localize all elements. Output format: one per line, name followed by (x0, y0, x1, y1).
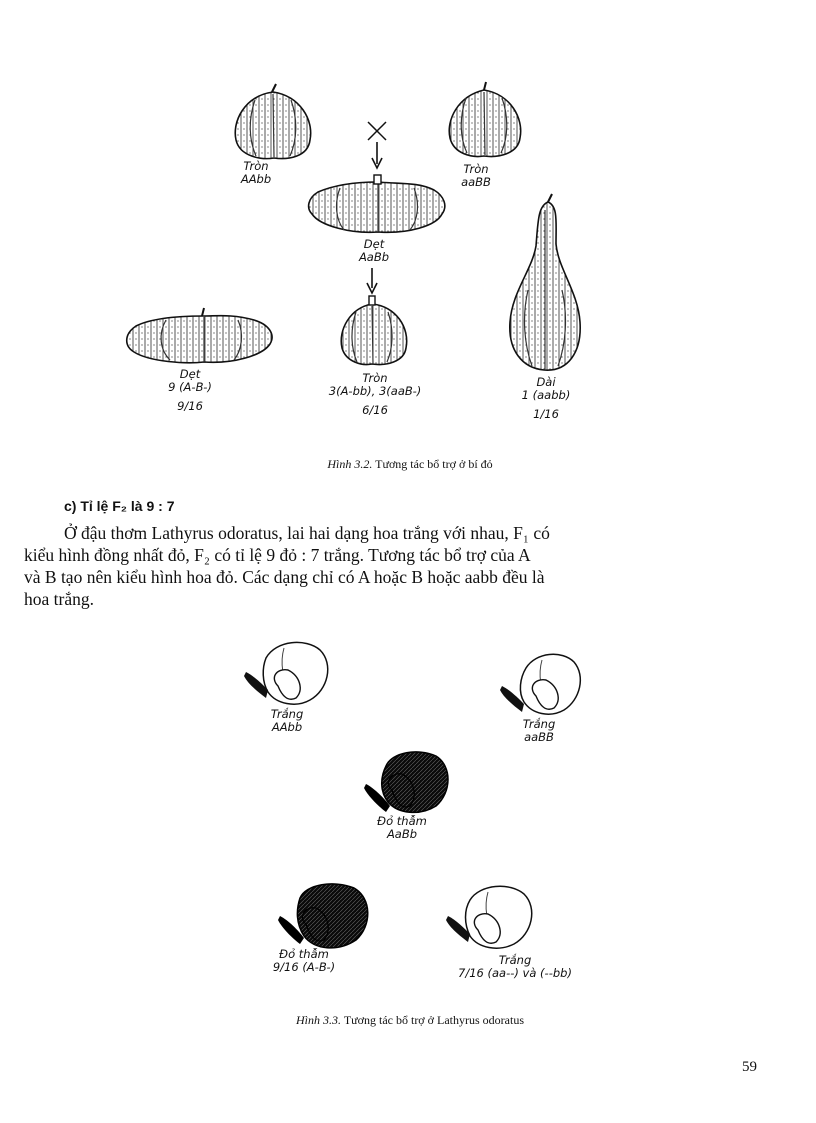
section-paragraph: Ở đậu thơm Lathyrus odoratus, lai hai dạng hoa trắng với nhau, F₁ có kiểu hình đồng nhất đỏ, F₂ có tỉ lệ 9 đỏ : 7 trắng. Tương tác bổ trợ của A và B tạo nên kiểu hình hoa đỏ. Các dạng chỉ có A hoặc B hoặc aabb đều là hoa trắng. (24, 523, 550, 609)
squash-round-parent-right (449, 82, 520, 156)
label-flower-f1: Đỏ thẫm AaBb (377, 814, 427, 841)
label-f2-long: Dài 1 (aabb) 1/16 (521, 375, 571, 421)
flower-white-f2 (446, 886, 532, 948)
label-flower-f2-red: Đỏ thẫm 9/16 (A-B-) (272, 947, 336, 974)
label-parent-left: Tròn AAbb (240, 159, 272, 186)
squash-flat-f2 (127, 308, 272, 363)
label-flower-parent-right: Trắng aaBB (522, 717, 556, 744)
figure-3-2-caption: Hình 3.2. Tương tác bổ trợ ở bí đỏ (327, 457, 493, 471)
squash-round-parent-left (235, 84, 310, 159)
squash-long-f2 (510, 194, 580, 370)
flower-white-parent-right (500, 654, 580, 714)
squash-flat-f1 (309, 175, 445, 232)
flower-red-f2 (278, 884, 368, 948)
label-flower-f2-white: Trắng 7/16 (aa--) và (--bb) (458, 953, 572, 980)
label-f2-round: Tròn 3(A-bb), 3(aaB-) 6/16 (328, 371, 422, 417)
label-f1: Dẹt AaBb (358, 237, 390, 264)
section-heading: c) Tỉ lệ F₂ là 9 : 7 (64, 498, 175, 514)
arrow-down-icon (372, 142, 382, 168)
figure-3-3-caption: Hình 3.3. Tương tác bổ trợ ở Lathyrus odoratus (296, 1013, 524, 1027)
flower-red-f1 (364, 752, 448, 812)
label-f2-flat: Dẹt 9 (A-B-) 9/16 (168, 367, 212, 413)
page-number: 59 (742, 1059, 757, 1075)
label-parent-right: Tròn aaBB (461, 162, 491, 189)
label-flower-parent-left: Trắng AAbb (270, 707, 304, 734)
arrow-down-icon (367, 268, 377, 293)
squash-round-f2 (341, 296, 406, 364)
flower-white-parent-left (244, 642, 328, 704)
